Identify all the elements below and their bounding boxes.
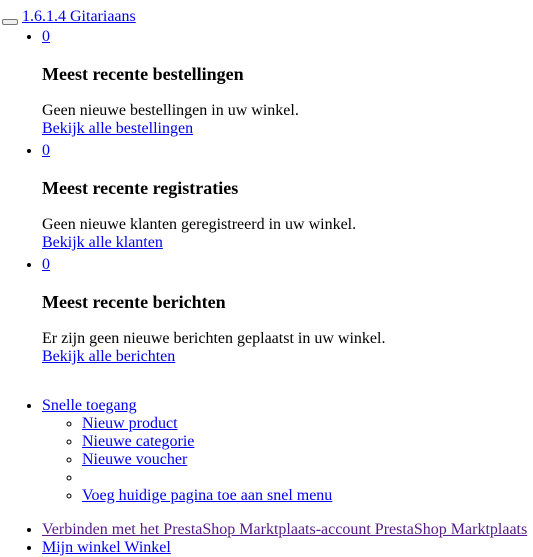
quick-access-submenu bbox=[42, 415, 332, 505]
marketplace-link[interactable]: Verbinden met het PrestaShop Marktplaats-account PrestaShop Marktplaats bbox=[42, 521, 528, 538]
registrations-heading: Meest recente registraties bbox=[42, 178, 239, 198]
my-shop-item bbox=[42, 539, 532, 557]
notification-orders bbox=[42, 28, 522, 142]
menu-toggle-button[interactable] bbox=[2, 19, 18, 25]
header-bar bbox=[2, 7, 136, 27]
quick-access-item bbox=[42, 397, 332, 505]
new-product-link[interactable]: Nieuw product bbox=[82, 415, 178, 432]
orders-heading: Meest recente bestellingen bbox=[42, 64, 244, 84]
quick-access-menu bbox=[0, 397, 332, 505]
notification-messages bbox=[42, 256, 522, 370]
quick-access-new-voucher bbox=[82, 451, 332, 469]
add-to-quick-menu-link[interactable]: Voeg huidige pagina toe aan snel menu bbox=[82, 487, 333, 504]
quick-access-new-product bbox=[82, 415, 332, 433]
registrations-text: Geen nieuwe klanten geregistreerd in uw winkel. bbox=[42, 216, 357, 233]
view-all-messages-link[interactable]: Bekijk alle berichten bbox=[42, 348, 176, 365]
quick-access-new-category bbox=[82, 433, 332, 451]
orders-count-link[interactable]: 0 bbox=[42, 28, 50, 45]
notifications-list bbox=[0, 28, 522, 370]
orders-text: Geen nieuwe bestellingen in uw winkel. bbox=[42, 102, 299, 119]
messages-text: Er zijn geen nieuwe berichten geplaatst in uw winkel. bbox=[42, 330, 386, 347]
messages-heading: Meest recente berichten bbox=[42, 292, 226, 312]
quick-access-link[interactable]: Snelle toegang bbox=[42, 397, 137, 414]
new-category-link[interactable]: Nieuwe categorie bbox=[82, 433, 195, 450]
view-all-customers-link[interactable]: Bekijk alle klanten bbox=[42, 234, 163, 251]
view-all-orders-link[interactable]: Bekijk alle bestellingen bbox=[42, 120, 194, 137]
quick-access-add-page bbox=[82, 487, 332, 505]
footer-links-list bbox=[0, 521, 532, 557]
new-voucher-link[interactable]: Nieuwe voucher bbox=[82, 451, 188, 468]
my-shop-link[interactable]: Mijn winkel Winkel bbox=[42, 539, 171, 556]
quick-access-empty-item bbox=[82, 469, 332, 487]
messages-count-link[interactable]: 0 bbox=[42, 256, 50, 273]
marketplace-item bbox=[42, 521, 532, 539]
shop-name-link[interactable]: 1.6.1.4 Gitariaans bbox=[22, 8, 136, 25]
notification-registrations bbox=[42, 142, 522, 256]
registrations-count-link[interactable]: 0 bbox=[42, 142, 50, 159]
